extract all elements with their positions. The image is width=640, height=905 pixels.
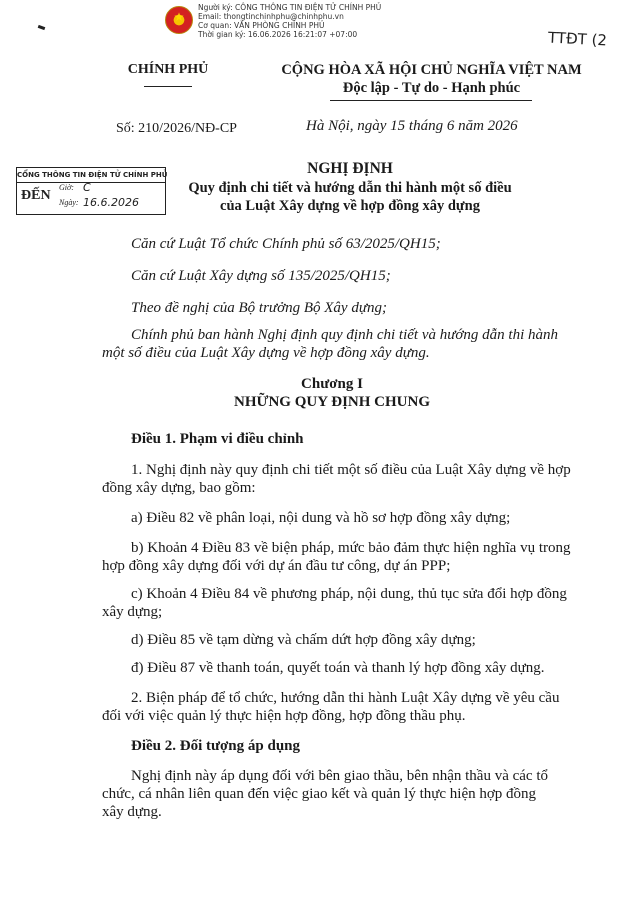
preamble-promulgation-2: một số điều của Luật Xây dựng về hợp đồng xây dựng. [102, 345, 430, 361]
stamp-ngay-label: Ngày: [59, 198, 79, 207]
place-date: Hà Nội, ngày 15 tháng 6 năm 2026 [306, 118, 518, 134]
pen-mark [38, 25, 46, 30]
article-2-heading: Điều 2. Đối tượng áp dụng [131, 738, 301, 754]
article-1-heading: Điều 1. Phạm vi điều chỉnh [131, 431, 304, 447]
preamble-promulgation-1: Chính phủ ban hành Nghị định quy định chi tiết và hướng dẫn thi hành [131, 327, 559, 343]
received-stamp [16, 167, 166, 215]
preamble-basis-2: Căn cứ Luật Xây dựng số 135/2025/QH15; [131, 268, 391, 284]
article-1-line: d) Điều 85 về tạm dừng và chấm dứt hợp đồng xây dựng; [131, 632, 476, 648]
preamble-basis-1: Căn cứ Luật Tổ chức Chính phủ số 63/2025/QH15; [131, 236, 441, 252]
signature-agency: Cơ quan: VĂN PHÒNG CHÍNH PHỦ [198, 21, 325, 30]
document-title-line-1: Quy định chi tiết và hướng dẫn thi hành một số điều [188, 180, 512, 196]
article-1-line: đối với việc quản lý thực hiện hợp đồng, hợp đồng thầu phụ. [102, 708, 466, 724]
agency-underline [144, 86, 192, 87]
stamp-gio-value: C [83, 181, 91, 194]
document-type: NGHỊ ĐỊNH [307, 160, 393, 177]
article-1-line: đồng xây dựng, bao gồm: [102, 480, 256, 496]
chapter-title: NHỮNG QUY ĐỊNH CHUNG [234, 394, 430, 410]
article-1-line: 1. Nghị định này quy định chi tiết một số điều của Luật Xây dựng về hợp [131, 462, 571, 478]
motto-underline [330, 100, 532, 101]
stamp-den-label: ĐẾN [21, 188, 51, 203]
article-1-line: a) Điều 82 về phân loại, nội dung và hồ sơ hợp đồng xây dựng; [131, 510, 511, 526]
article-2-line: xây dựng. [102, 804, 162, 820]
stamp-header: CỔNG THÔNG TIN ĐIỆN TỬ CHÍNH PHỦ [17, 168, 165, 183]
signature-email: Email: thongtinchinhphu@chinhphu.vn [198, 12, 344, 21]
stamp-ngay-value: 16.6.2026 [83, 196, 139, 209]
article-1-line: hợp đồng xây dựng đối với dự án đầu tư công, dự án PPP; [102, 558, 451, 574]
signature-time: Thời gian ký: 16.06.2026 16:21:07 +07:00 [198, 30, 358, 39]
document-title-line-2: của Luật Xây dựng về hợp đồng xây dựng [220, 198, 480, 214]
article-1-line: b) Khoản 4 Điều 83 về biện pháp, mức bảo đảm thực hiện nghĩa vụ trong [131, 540, 571, 556]
issuing-agency: CHÍNH PHỦ [127, 62, 209, 77]
chapter-label: Chương I [301, 376, 363, 392]
article-2-line: chức, cá nhân liên quan đến việc giao kết và quản lý thực hiện hợp đồng [102, 786, 537, 802]
handwritten-tag: TTĐT (2 [547, 28, 608, 50]
article-1-line: 2. Biện pháp để tổ chức, hướng dẫn thi hành Luật Xây dựng về yêu cầu [131, 690, 560, 706]
preamble-proposal: Theo đề nghị của Bộ trưởng Bộ Xây dựng; [131, 300, 387, 316]
article-1-line: xây dựng; [102, 604, 163, 620]
article-1-line: đ) Điều 87 về thanh toán, quyết toán và thanh lý hợp đồng xây dựng. [131, 660, 545, 676]
national-emblem-icon [165, 6, 193, 34]
article-1-line: c) Khoản 4 Điều 84 về phương pháp, nội dung, thủ tục sửa đổi hợp đồng [131, 586, 567, 602]
stamp-gio-label: Giờ: [59, 183, 74, 192]
national-motto: Độc lập - Tự do - Hạnh phúc [342, 80, 521, 96]
article-2-line: Nghị định này áp dụng đối với bên giao thầu, bên nhận thầu và các tổ [131, 768, 548, 784]
national-title: CỘNG HÒA XÃ HỘI CHỦ NGHĨA VIỆT NAM [281, 62, 582, 78]
signature-signer: Người ký: CÔNG THÔNG TIN ĐIỆN TỬ CHÍNH PHỦ [198, 3, 382, 12]
document-number: Số: 210/2026/NĐ-CP [116, 121, 237, 136]
